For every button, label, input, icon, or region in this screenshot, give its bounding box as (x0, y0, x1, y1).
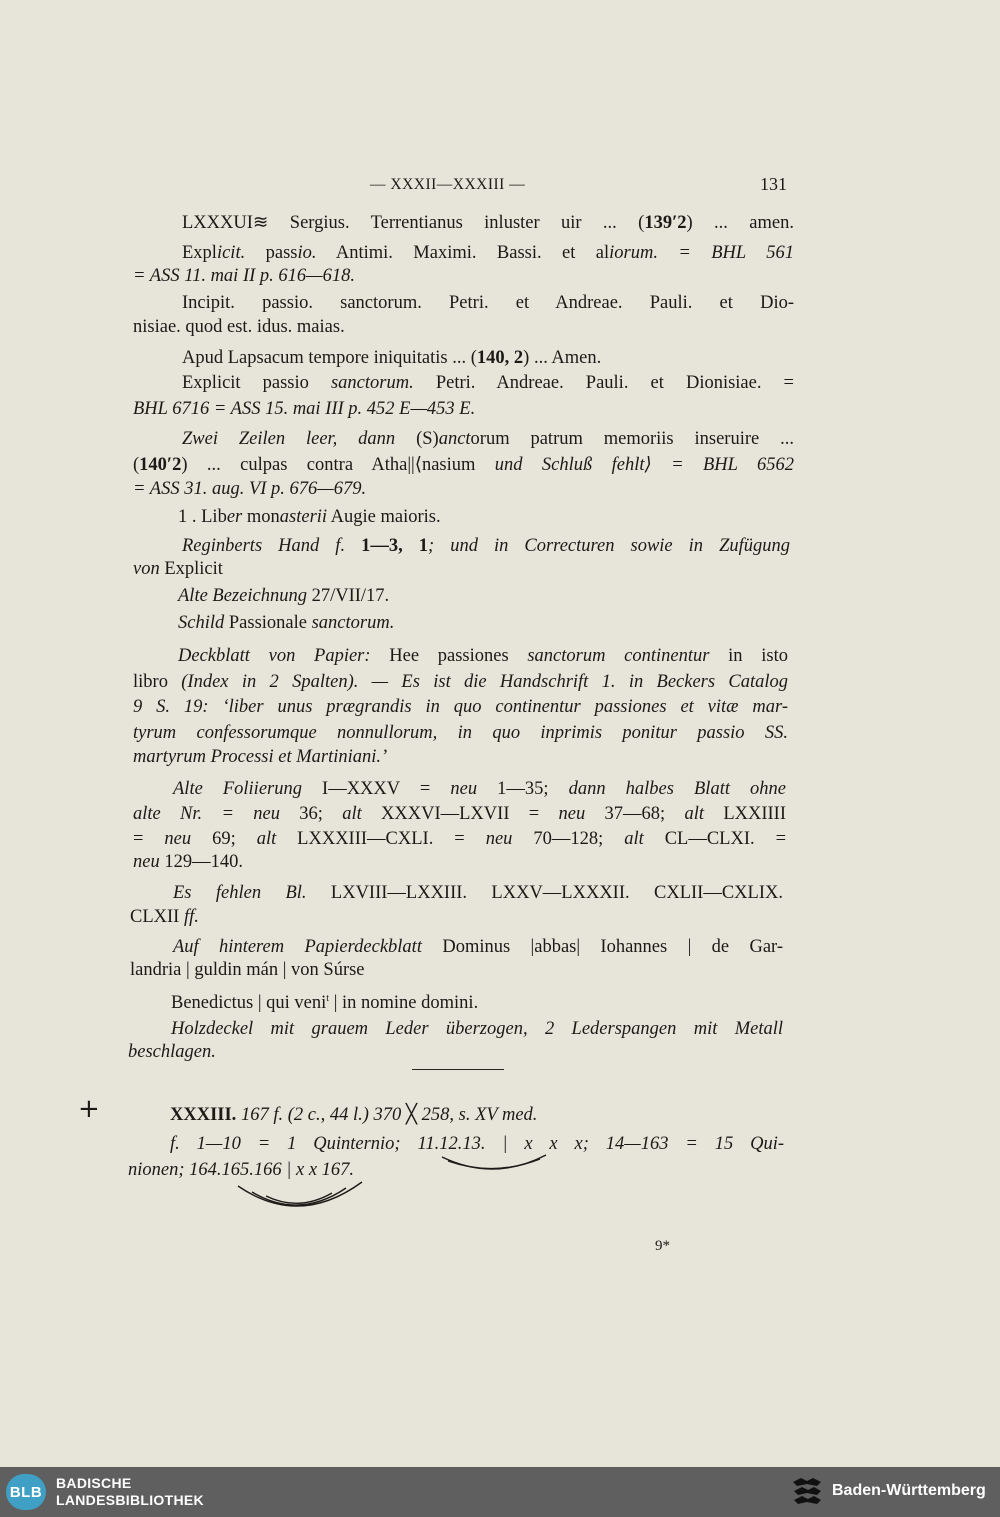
text-line: martyrum Processi et Martiniani.ʼ (133, 747, 388, 767)
text-line: von Explicit (133, 559, 223, 579)
text-line: Alte Bezeichnung 27/VII/17. (178, 586, 390, 606)
margin-plus-mark: + (78, 1094, 100, 1124)
text-line: neu 129—140. (133, 852, 243, 872)
text-line: 1 . Liber monasterii Augie maioris. (178, 507, 441, 527)
text-line: Deckblatt von Papier: Hee passiones sanctorum continentur in isto (178, 646, 788, 666)
section-rule (412, 1069, 504, 1070)
text-line: Reginberts Hand f. 1—3, 1; und in Correcturen sowie in Zufügung (182, 536, 791, 556)
text-line: Explicit passio sanctorum. Petri. Andreae. Pauli. et Dionisiae. = (182, 373, 794, 393)
running-title: — XXXII—XXXIII — (370, 176, 526, 193)
text-line: Apud Lapsacum tempore iniquitatis ... (140, 2) ... Amen. (182, 348, 602, 368)
text-line: nisiae. quod est. idus. maias. (133, 317, 345, 337)
text-line: Explicit. passio. Antimi. Maximi. Bassi. et aliorum. = BHL 561 (182, 243, 794, 263)
text-line: Es fehlen Bl. LXVIII—LXXIII. LXXV—LXXXII. CXLII—CXLIX. (173, 883, 783, 903)
text-line: 9 S. 19: ʻliber unus prægrandis in quo continentur passiones et vitæ mar- (133, 697, 788, 717)
page-number: 131 (760, 174, 787, 194)
text-line: tyrum confessorumque nonnullorum, in quo inprimis ponitur passio SS. (133, 723, 788, 743)
text-line: Benedictus | qui veni$^t$ | in nomine domini. (171, 993, 479, 1014)
text-line: Zwei Zeilen leer, dann (S)anctorum patrum memoriis inseruire ... (182, 429, 794, 449)
text-line: nionen; 164.165.166 | x x 167. (128, 1160, 355, 1180)
text-line: landria | guldin mán | von Súrse (130, 960, 365, 980)
text-line: Schild Passionale sanctorum. (178, 613, 395, 633)
text-line: = ASS 31. aug. VI p. 676—679. (133, 479, 367, 499)
text-line: Incipit. passio. sanctorum. Petri. et Andreae. Pauli. et Dio- (182, 293, 794, 313)
library-name[interactable]: BADISCHE LANDESBIBLIOTHEK (56, 1475, 204, 1508)
text-line: alte Nr. = neu 36; alt XXXVI—LXVII = neu 37—68; alt LXXIIII (133, 804, 786, 824)
text-line: BHL 6716 = ASS 15. mai III p. 452 E—453 E. (133, 399, 476, 419)
text-line: libro (Index in 2 Spalten). — Es ist die Handschrift 1. in Beckers Catalog (133, 672, 788, 692)
text-line: = neu 69; alt LXXXIII—CXLI. = neu 70—128; alt CL—CLXI. = (133, 829, 787, 849)
text-line: Alte Foliierung I—XXXV = neu 1—35; dann halbes Blatt ohne (173, 779, 786, 799)
text-line: XXXIII. 167 f. (2 c., 44 l.) 370 ╳ 258, s. XV med. (170, 1105, 538, 1125)
footer-bar (0, 1467, 1000, 1517)
text-line: = ASS 11. mai II p. 616—618. (133, 266, 355, 286)
state-coat-of-arms-icon (790, 1475, 824, 1509)
text-line: CLXII ff. (130, 907, 199, 927)
state-name[interactable]: Baden-Württemberg (832, 1482, 986, 1499)
text-line: Auf hinterem Papierdeckblatt Dominus |abbas| Iohannes | de Gar- (173, 937, 783, 957)
text-line: f. 1—10 = 1 Quinternio; 11.12.13. | x x x; 14—163 = 15 Qui- (170, 1134, 784, 1154)
text-line: (140′2) ... culpas contra Atha||⟨nasium und Schluß fehlt⟩ = BHL 6562 (133, 455, 794, 475)
text-line: Holzdeckel mit grauem Leder überzogen, 2 Lederspangen mit Metall (171, 1019, 783, 1039)
text-line: LXXXUI≋ Sergius. Terrentianus inluster uir ... (139′2) ... amen. (182, 213, 794, 233)
blb-logo[interactable]: BLB (6, 1474, 46, 1510)
signature-mark: 9* (655, 1238, 670, 1254)
text-line: beschlagen. (128, 1042, 216, 1062)
